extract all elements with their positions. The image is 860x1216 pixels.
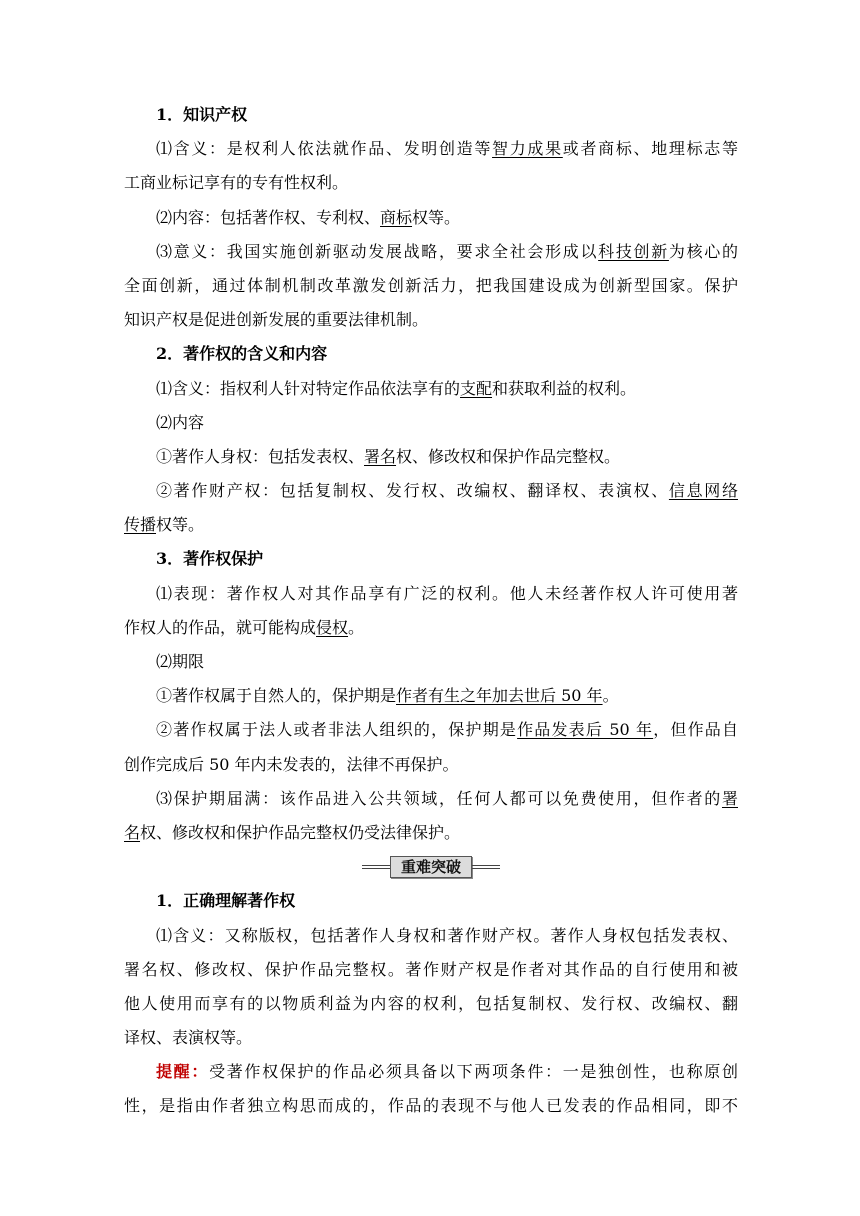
paragraph-protection-term: ⑵期限	[156, 652, 205, 671]
underlined-term: 署	[721, 788, 738, 808]
paragraph-protection-manifest-2: 作权人的作品，就可能构成侵权。	[124, 617, 365, 637]
paragraph-understand-1: ⑴含义：又称版权，包括著作人身权和著作财产权。著作人身权包括发表权、	[156, 925, 738, 945]
paragraph-tip-2: 性，是指由作者独立构思而成的，作品的表现不与他人已发表的作品相同，即不	[124, 1096, 738, 1116]
paragraph-understand-2: 署名权、修改权、保护作品完整权。著作财产权是作者对其作品的自行使用和被	[124, 959, 738, 979]
underlined-term: 商标	[380, 207, 413, 227]
paragraph-term-expiry-2: 名权、修改权和保护作品完整权仍受法律保护。	[124, 822, 461, 842]
underlined-term: 作者有生之年加去世后 50 年	[396, 686, 603, 706]
paragraph-property-rights-2: 传播权等。	[124, 515, 205, 535]
underlined-term: 智力成果	[492, 139, 563, 159]
underlined-term: 科技创新	[598, 241, 669, 261]
paragraph-ip-meaning-1: ⑴含义：是权利人依法就作品、发明创造等智力成果或者商标、地理标志等	[156, 139, 738, 159]
paragraph-understand-3: 他人使用而享有的以物质利益为内容的权利，包括复制权、发行权、改编权、翻	[124, 993, 738, 1013]
heading-understand-copyright: 1．正确理解著作权	[156, 891, 296, 911]
underlined-term: 名	[124, 822, 141, 842]
paragraph-understand-4: 译权、表演权等。	[124, 1028, 253, 1048]
heading-ip: 1．知识产权	[156, 105, 248, 124]
paragraph-term-legal-person-1: ②著作权属于法人或者非法人组织的，保护期是作品发表后 50 年，但作品自	[156, 720, 738, 740]
underlined-term: 信息网络	[668, 481, 738, 501]
heading-copyright-protection: 3．著作权保护	[156, 549, 264, 569]
banner-right-rule	[472, 865, 500, 869]
banner-left-rule	[362, 865, 390, 869]
tip-label: 提醒：	[156, 1062, 210, 1082]
paragraph-term-legal-person-2: 创作完成后 50 年内未发表的，法律不再保护。	[124, 754, 459, 774]
paragraph-term-expiry-1: ⑶保护期届满：该作品进入公共领域，任何人都可以免费使用，但作者的署	[156, 788, 738, 808]
underlined-term: 传播	[124, 515, 157, 535]
underlined-term: 署名	[364, 446, 397, 466]
banner-label: 重难突破	[390, 856, 472, 878]
paragraph-property-rights-1: ②著作财产权：包括复制权、发行权、改编权、翻译权、表演权、信息网络	[156, 481, 738, 501]
paragraph-ip-significance-2: 全面创新，通过体制机制改革激发创新活力，把我国建设成为创新型国家。保护	[124, 275, 738, 295]
paragraph-ip-significance-1: ⑶意义：我国实施创新驱动发展战略，要求全社会形成以科技创新为核心的	[156, 241, 738, 261]
paragraph-tip-1: 提醒：受著作权保护的作品必须具备以下两项条件：一是独创性，也称原创	[156, 1062, 738, 1082]
paragraph-copyright-meaning: ⑴含义：指权利人针对特定作品依法享有的支配和获取利益的权利。	[156, 378, 637, 398]
paragraph-personal-rights: ①著作人身权：包括发表权、署名权、修改权和保护作品完整权。	[156, 446, 621, 466]
paragraph-ip-meaning-2: 工商业标记享有的专有性权利。	[124, 173, 349, 193]
heading-copyright-content: 2．著作权的含义和内容	[156, 344, 328, 364]
underlined-term: 作品发表后 50 年	[517, 720, 654, 740]
paragraph-ip-significance-3: 知识产权是促进创新发展的重要法律机制。	[124, 310, 429, 330]
section-banner	[124, 850, 738, 884]
paragraph-ip-content: ⑵内容：包括著作权、专利权、商标权等。	[156, 207, 461, 227]
document-page	[124, 98, 738, 1124]
paragraph-copyright-content: ⑵内容	[156, 412, 205, 432]
underlined-term: 支配	[460, 378, 493, 398]
underlined-term: 侵权	[316, 617, 349, 637]
paragraph-term-natural-person: ①著作权属于自然人的，保护期是作者有生之年加去世后 50 年。	[156, 686, 619, 706]
paragraph-protection-manifest-1: ⑴表现：著作权人对其作品享有广泛的权利。他人未经著作权人许可使用著	[156, 583, 738, 603]
